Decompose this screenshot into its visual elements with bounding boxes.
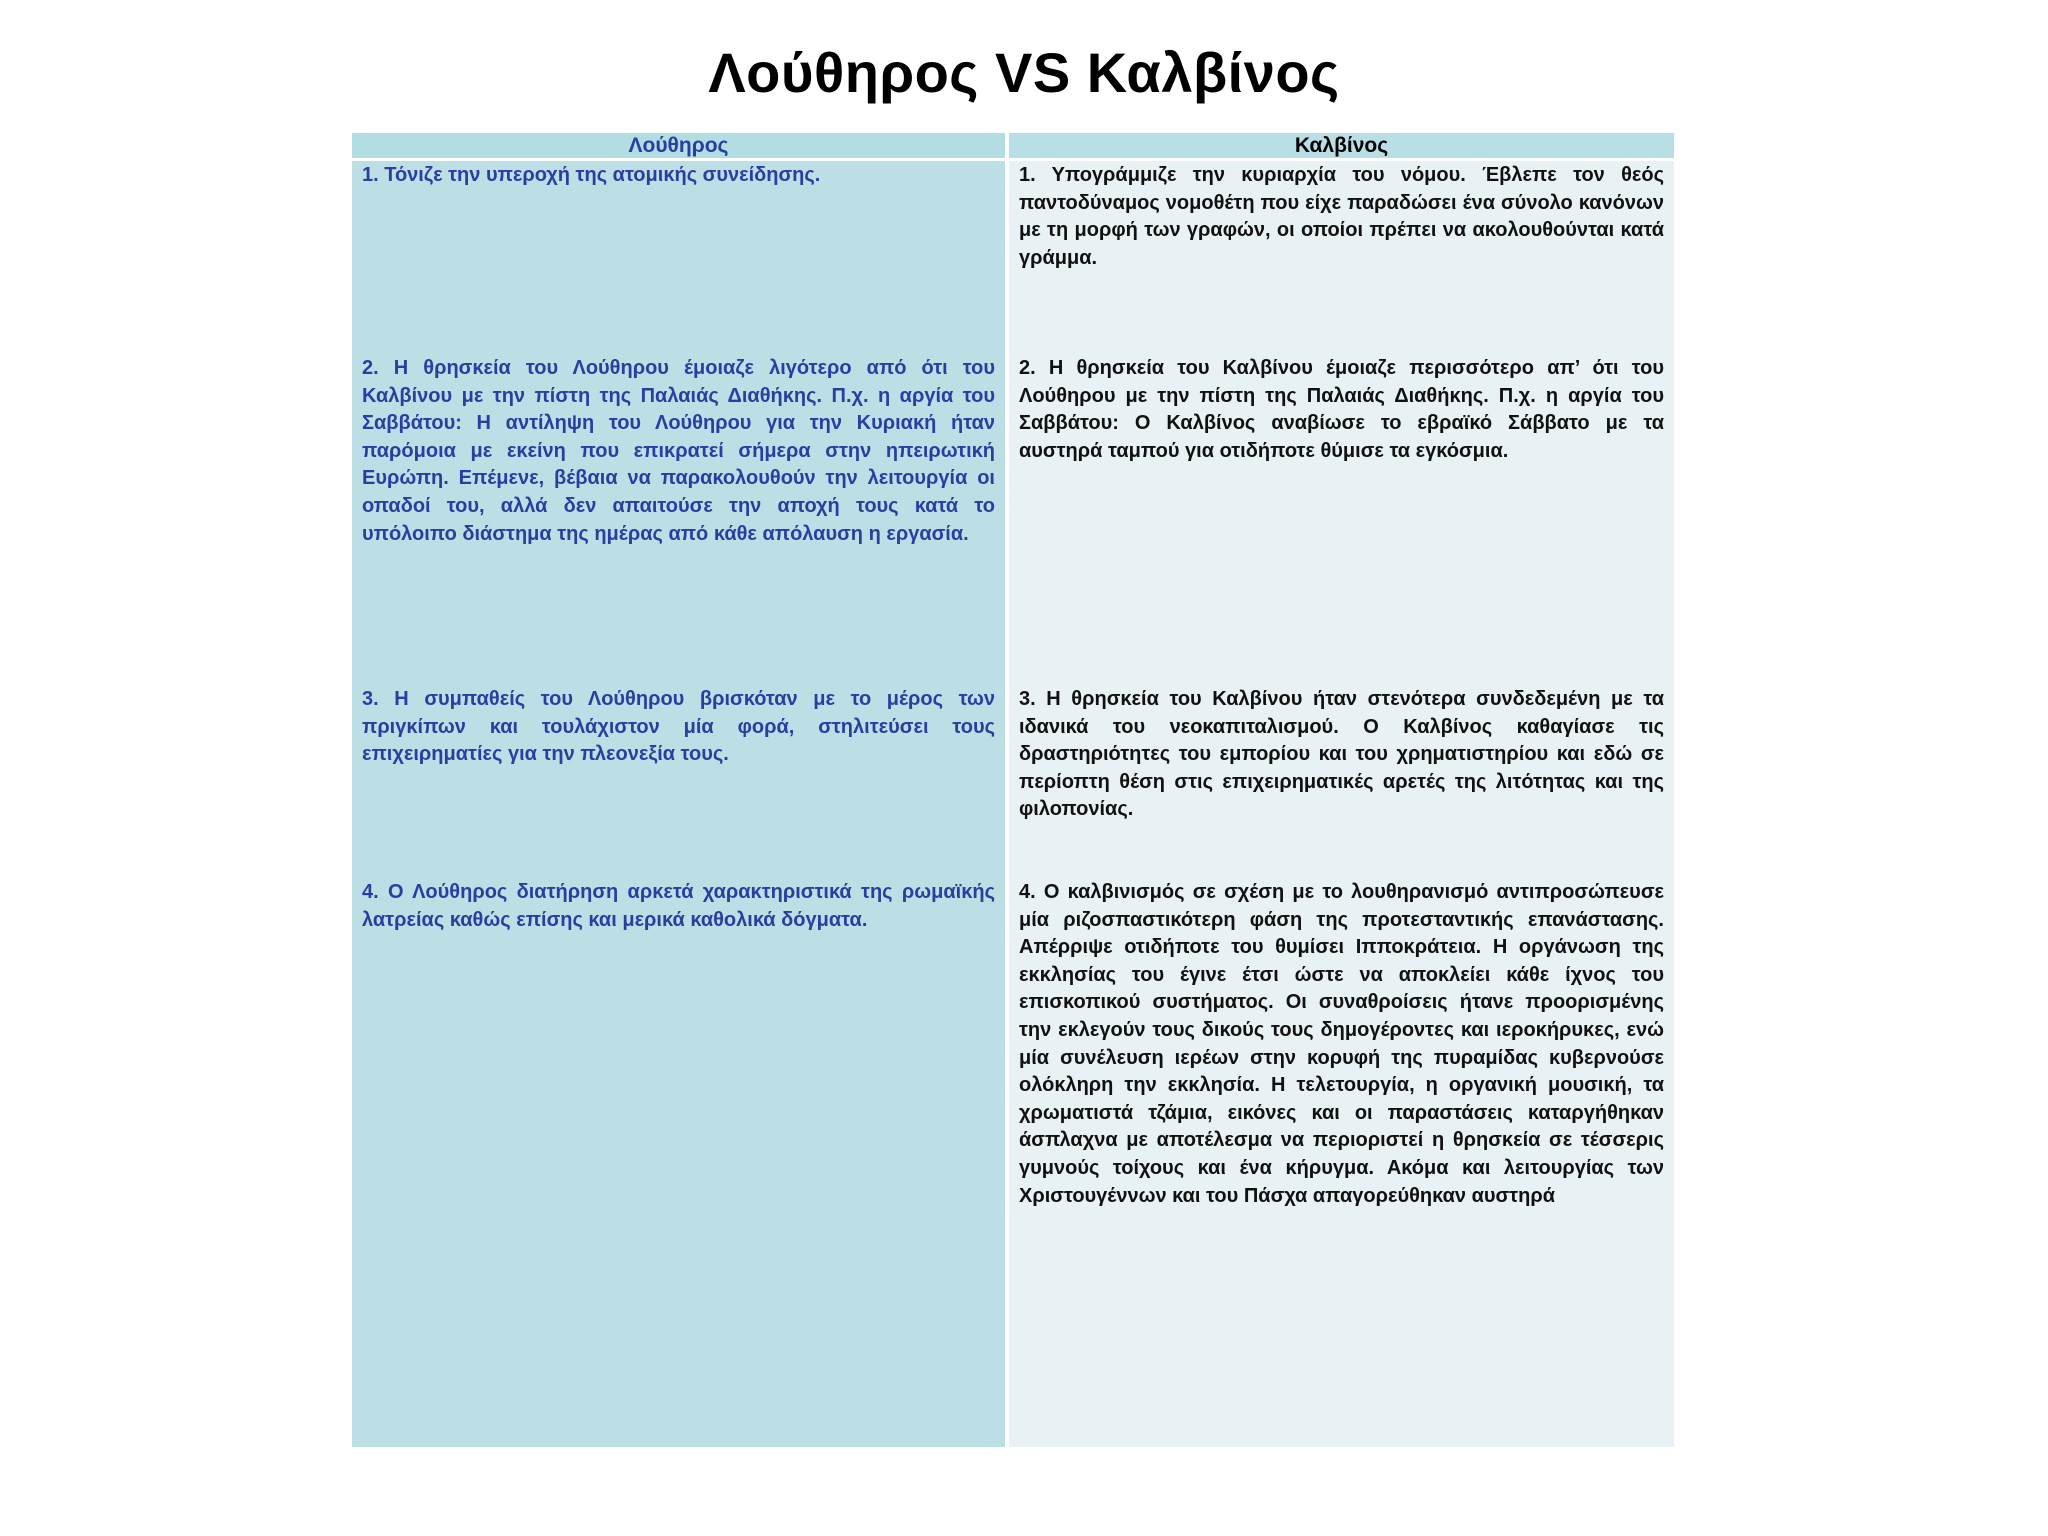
comparison-table	[352, 133, 1674, 1447]
calvin-point-3: 3. Η θρησκεία του Καλβίνου ήταν στενότερα συνδεδεμένη με τα ιδανικά του νεοκαπιταλισμού. Ο Καλβίνος καθαγίασε τις δραστηριότητες του εμπορίου και του χρηματιστηρίου και εδώ σε περίοπτη θέση στις επιχειρηματικές αρετές της λιτότητας και της φιλοπονίας.	[1019, 688, 1664, 821]
luther-point-2: 2. Η θρησκεία του Λούθηρου έμοιαζε λιγότερο από ότι του Καλβίνου με την πίστη της Παλαιάς Διαθήκης. Π.χ. η αργία του Σαββάτου: Η αντίληψη του Λούθηρου για την Κυριακή ήταν παρόμοια με εκείνη που επικρατεί σήμερα στην ηπειρωτική Ευρώπη. Επέμενε, βέβαια να παρακολουθούν την λειτουργία οι οπαδοί του, αλλά δεν απαιτούσε την αποχή τους κατά το υπόλοιπο διάστημα της ημέρας από κάθε απόλαυση η εργασία.	[362, 357, 995, 545]
luther-point-3: 3. Η συμπαθείς του Λούθηρου βρισκόταν με το μέρος των πριγκίπων και τουλάχιστον μία φορά, στηλιτεύσει τους επιχειρηματίες για την πλεονεξία τους.	[362, 688, 995, 766]
page-title: Λούθηρος VS Καλβίνος	[708, 41, 1340, 104]
calvin-point-2: 2. Η θρησκεία του Καλβίνου έμοιαζε περισσότερο απ’ ότι του Λούθηρου με την πίστη της Παλαιάς Διαθήκης. Π.χ. η αργία του Σαββάτου: Ο Καλβίνος αναβίωσε το εβραϊκό Σάββατο με τα αυστηρά ταμπού για οτιδήποτε θύμισε τα εγκόσμια.	[1019, 357, 1664, 462]
calvin-point-1: 1. Υπογράμμιζε την κυριαρχία του νόμου. Έβλεπε τον θεός παντοδύναμος νομοθέτη που είχε παραδώσει ένα σύνολο κανόνων με τη μορφή των γραφών, οι οποίοι πρέπει να ακολουθούνται κατά γράμμα.	[1019, 164, 1664, 269]
luther-point-4: 4. Ο Λούθηρος διατήρηση αρκετά χαρακτηριστικά της ρωμαϊκής λατρείας καθώς επίσης και μερικά καθολικά δόγματα.	[362, 881, 995, 931]
calvin-column-header: Καλβίνος	[1009, 133, 1674, 161]
luther-point-1: 1. Τόνιζε την υπεροχή της ατομικής συνείδησης.	[362, 164, 821, 186]
luther-column-header: Λούθηρος	[352, 133, 1005, 161]
calvin-column	[1009, 133, 1674, 1447]
calvin-point-4: 4. Ο καλβινισμός σε σχέση με το λουθηρανισμό αντιπροσώπευσε μία ριζοσπαστικότερη φάση της προτεσταντικής επανάστασης. Απέρριψε οτιδήποτε του θυμίσει Ιπποκράτεια. Η οργάνωση της εκκλησίας του έγινε έτσι ώστε να αποκλείει κάθε ίχνος του επισκοπικού συστήματος. Οι συναθροίσεις ήτανε προορισμένης την εκλεγούν τους δικούς τους δημογέροντες και ιεροκήρυκες, ενώ μία συνέλευση ιερέων στην κορυφή της πυραμίδας κυβερνούσε ολόκληρη την εκκλησία. Η τελετουργία, η οργανική μουσική, τα χρωματιστά τζάμια, εικόνες και οι παραστάσεις καταργήθηκαν άσπλαχνα με αποτέλεσμα να περιοριστεί η θρησκεία σε τέσσερις γυμνούς τοίχους και ένα κήρυγμα. Ακόμα και λειτουργίας των Χριστουγέννων και του Πάσχα απαγορεύθηκαν αυστηρά	[1019, 881, 1664, 1207]
luther-column	[352, 133, 1005, 1447]
